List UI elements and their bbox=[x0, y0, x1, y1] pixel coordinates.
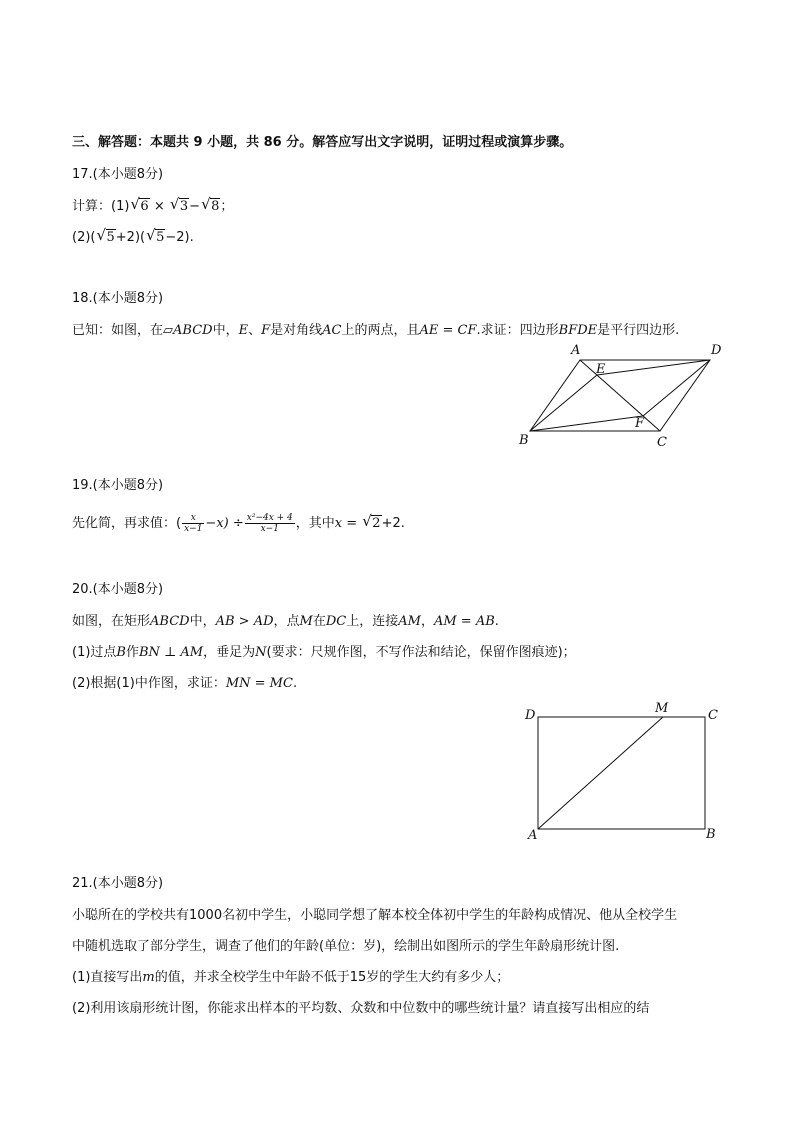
q20-l1g: 在 bbox=[312, 614, 326, 629]
q18-label-a: A bbox=[571, 343, 581, 358]
q18-segment-ed bbox=[597, 360, 710, 375]
q19-t1: 先化简，再求值：( bbox=[72, 516, 182, 531]
q17-title: 17.(本小题8分) bbox=[72, 167, 164, 182]
q21-line2: 中随机选取了部分学生，调查了他们的年龄(单位：岁)，绘制出如图所示的学生年龄扇形统计图. bbox=[72, 939, 620, 954]
q18-diagonal-line bbox=[580, 360, 660, 431]
q18-t7: 是对角线 bbox=[270, 323, 323, 338]
q20-l3c: . bbox=[292, 676, 298, 691]
q17-part2-prefix: (2)( bbox=[72, 230, 96, 245]
q17-part2 bbox=[72, 226, 194, 247]
q20-ab-gt-ad: AB > AD bbox=[215, 614, 274, 629]
q17-part1-end: ； bbox=[220, 199, 234, 214]
q19-t4: ，其中 bbox=[295, 516, 335, 531]
q20-label-b: B bbox=[706, 827, 716, 842]
q20-l1a: 如图，在矩形 bbox=[72, 614, 151, 629]
q20-line1 bbox=[72, 613, 499, 631]
q18-t3: 中， bbox=[212, 323, 239, 338]
q20-segment-am-line bbox=[538, 717, 663, 829]
q21-line3 bbox=[72, 969, 509, 987]
q20-l3a: (2)根据(1)中作图，求证： bbox=[72, 676, 226, 691]
q20-l1e: ，点 bbox=[273, 614, 300, 629]
q17-sqrt-8: √ 8 bbox=[201, 195, 220, 214]
q19-fraction-1: $\frac{x}{x-1}$ bbox=[184, 513, 203, 534]
q20-l2a: (1)过点 bbox=[72, 645, 117, 660]
q19-divide: ÷ bbox=[232, 516, 244, 531]
q21-l3a: (1)直接写出 bbox=[72, 970, 143, 985]
q18-segment-fb bbox=[530, 416, 643, 431]
q20-am-eq-ab: AM = AB bbox=[433, 614, 495, 629]
q21-line1: 小聪所在的学校共有1000名初中学生，小聪同学想了解本校全体初中学生的年龄构成情况、他从全校学生 bbox=[72, 908, 678, 923]
q20-point-m: M bbox=[299, 614, 313, 629]
q18-t1: 已知：如图，在 bbox=[72, 323, 164, 338]
q20-rectangle-shape bbox=[538, 717, 705, 829]
q17-part2-mid: +2)( bbox=[115, 230, 146, 245]
q18-label-b: B bbox=[519, 433, 529, 448]
q18-condition: AE = CF bbox=[419, 323, 477, 338]
q20-label-d: D bbox=[525, 708, 536, 723]
q18-point-e: E bbox=[238, 323, 249, 338]
q19-t6: +2. bbox=[381, 516, 405, 531]
q19-t2: −x) bbox=[205, 516, 229, 531]
q17-minus: − bbox=[189, 199, 201, 214]
q20-l2g: (要求：尺规作图，不写作法和结论，保留作图痕迹)； bbox=[266, 645, 576, 660]
q20-l1i: 上，连接 bbox=[346, 614, 399, 629]
q18-t11: .求证：四边形 bbox=[476, 323, 559, 338]
q21-line4: (2)利用该扇形统计图，你能求出样本的平均数、众数和中位数中的哪些统计量？请直接写出相应的结 bbox=[72, 1001, 650, 1016]
q17-part1 bbox=[72, 195, 234, 216]
q19-title: 19.(本小题8分) bbox=[72, 478, 164, 493]
section-heading: 三、解答题：本题共 9 小题，共 86 分。解答应写出文字说明，证明过程或演算步骤。 bbox=[72, 135, 573, 150]
q17-sqrt-6: √ 6 bbox=[130, 195, 149, 214]
q20-l2c: 作 bbox=[125, 645, 139, 660]
q20-label-m: M bbox=[655, 701, 669, 716]
q20-label-c: C bbox=[708, 708, 718, 723]
q18-parallelogram-name: ▱ABCD bbox=[163, 323, 213, 338]
q19-statement bbox=[72, 513, 405, 534]
q20-point-b: B bbox=[116, 645, 126, 660]
q20-rectangle-figure bbox=[520, 700, 730, 845]
q18-label-c: C bbox=[657, 435, 667, 450]
q20-segment-am: AM bbox=[398, 614, 421, 629]
q20-label-a: A bbox=[528, 828, 538, 843]
q20-line3 bbox=[72, 675, 297, 693]
q18-title: 18.(本小题8分) bbox=[72, 291, 164, 306]
q18-point-f: F bbox=[261, 323, 271, 338]
q20-title: 20.(本小题8分) bbox=[72, 582, 164, 597]
q18-label-d: D bbox=[711, 343, 722, 358]
q18-quad-bfde: BFDE bbox=[558, 323, 598, 338]
q18-label-e: E bbox=[596, 362, 606, 377]
q20-point-n: N bbox=[255, 645, 267, 660]
q18-label-f: F bbox=[635, 416, 645, 431]
q21-var-m: m bbox=[142, 970, 155, 985]
q17-part1-prefix: 计算：(1) bbox=[72, 199, 130, 214]
q17-part2-end: −2). bbox=[165, 230, 194, 245]
q19-fraction-2: $\frac{\text{x²−4x + 4}}{x-1}$ bbox=[246, 513, 293, 534]
q21-title: 21.(本小题8分) bbox=[72, 876, 164, 891]
q20-l1k: ， bbox=[420, 614, 434, 629]
q19-t5: x = bbox=[334, 516, 362, 531]
q20-rect-name: ABCD bbox=[150, 614, 190, 629]
q17-times: × bbox=[153, 199, 165, 214]
q20-l1m: . bbox=[494, 614, 499, 629]
q20-side-dc: DC bbox=[325, 614, 347, 629]
q20-bn-perp-am: BN ⊥ AM bbox=[139, 645, 204, 660]
q20-l2e: ，垂足为 bbox=[203, 645, 256, 660]
q20-line2 bbox=[72, 644, 576, 662]
q17-sqrt-3: √ 3 bbox=[169, 195, 189, 214]
q17-sqrt-5b: √ 5 bbox=[146, 226, 165, 245]
q18-t9: 上的两点，且 bbox=[341, 323, 420, 338]
q21-l3c: 的值，并求全校学生中年龄不低于15岁的学生大约有多少人； bbox=[154, 970, 510, 985]
q18-diagonal-ac: AC bbox=[322, 323, 342, 338]
q18-parallelogram-figure bbox=[510, 338, 730, 453]
q20-mn-eq-mc: MN = MC bbox=[225, 676, 293, 691]
q17-sqrt-5a: √ 5 bbox=[96, 226, 115, 245]
q20-l1c: 中， bbox=[189, 614, 216, 629]
q19-sqrt-2: √ 2 bbox=[362, 512, 381, 531]
q18-t13: 是平行四边形. bbox=[597, 323, 680, 338]
q18-t5: 、 bbox=[248, 323, 262, 338]
